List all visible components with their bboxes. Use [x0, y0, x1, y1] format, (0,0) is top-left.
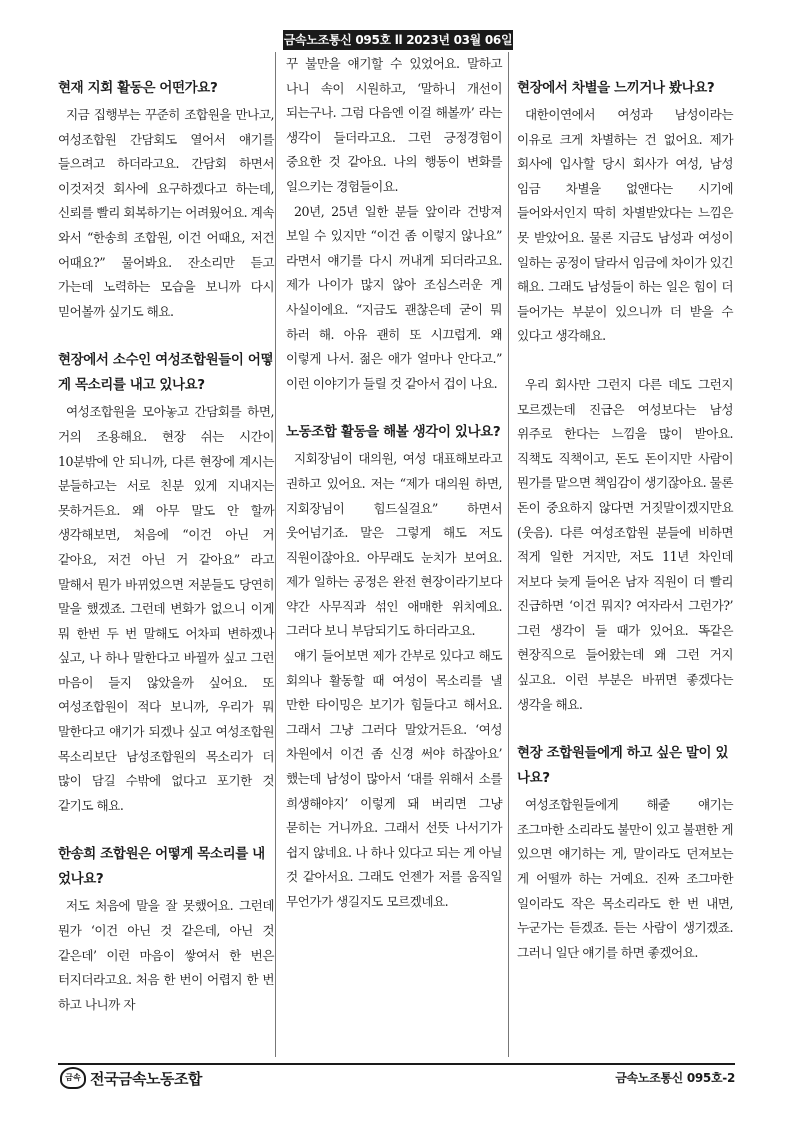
answer-paragraph: 우리 회사만 그런지 다른 데도 그런지 모르겠는데 진급은 여성보다는 남성 위주로 한다는 느낌을 많이 받아요. 직책도 직책이고, 돈도 돈이지만 사람이 뭔가를 맡으면 책임감이 생기잖아요. 물론 돈이 중요하지 않다면 거짓말이겠지만요(웃음). 다른 여성조합원 분들에 비하면 적게 일한 거지만, 저도 11년 차인데 저보다 늦게 들어온 남자 직원이 더 빨리 진급하면 ‘이건 뭐지? 여자라서 그런가?’ 그런 생각이 들 때가 있어요. 똑같은 현장직으로 들어왔는데 왜 그런 거지 싶고요. 이런 부분은 바뀌면 좋겠다는 생각을 해요.: [517, 376, 733, 712]
answer-paragraph: 얘기 들어보면 제가 간부로 있다고 해도 회의나 활동할 때 여성이 목소리를 낼 만한 타이밍은 보기가 힘들다고 해서요. 그래서 그냥 그러다 말았거든요. ‘여성 차원에서 이건 좀 신경 써야 하잖아요’ 했는데 남성이 많아서 ‘대를 위해서 소를 희생해야지’ 이렇게 돼 버리면 그냥 묻히는 거니까요. 그래서 선뜻 나서기가 쉽지 않네요. 나 하나 있다고 되는 게 아닐 것 같아서요. 그래도 언젠가 저를 움직일 무언가가 생길지도 모르겠네요.: [286, 648, 502, 909]
union-emblem-icon: 금속: [60, 1067, 86, 1089]
middle-column: [286, 52, 502, 915]
footer-rule: [58, 1063, 735, 1065]
question-heading: 한송희 조합원은 어떻게 목소리를 내었나요?: [58, 846, 265, 888]
question-heading: 현재 지회 활동은 어떤가요?: [58, 80, 218, 96]
answer-paragraph: 꾸 불만을 얘기할 수 있었어요. 말하고 나니 속이 시원하고, ‘말하니 개선이 되는구나. 그럼 다음엔 이걸 해볼까’ 라는 생각이 들더라고요. 그런 긍정경험이 중요한 것 같아요. 나의 행동이 변화를 일으키는 경험들이요.: [286, 56, 502, 194]
left-column: [58, 76, 274, 1017]
answer-paragraph: 지금 집행부는 꾸준히 조합원을 만나고, 여성조합원 간담회도 열어서 얘기를 들으려고 하더라고요. 간담회 하면서 이것저것 회사에 요구하겠다고 하는데, 신뢰를 빨리 회복하기는 어려웠어요. 계속 와서 “한송희 조합원, 이건 어때요, 저건 어때요?” 물어봐요. 잔소리만 듣고 가는데 노력하는 모습을 보니까 다시 믿어볼까 싶기도 해요.: [58, 107, 274, 319]
question-heading: 현장에서 차별을 느끼거나 봤나요?: [517, 80, 715, 96]
question-heading: 현장 조합원들에게 하고 싶은 말이 있나요?: [517, 745, 729, 787]
answer-paragraph: 저도 처음에 말을 잘 못했어요. 그런데 뭔가 ‘이건 아닌 것 같은데, 아닌 것 같은데’ 이런 마음이 쌓여서 한 번은 터지더라고요. 처음 한 번이 어렵지 한 번 하고 나니까 자: [58, 898, 274, 1012]
question-heading: 현장에서 소수인 여성조합원들이 어떻게 목소리를 내고 있나요?: [58, 352, 274, 394]
question-heading: 노동조합 활동을 해볼 생각이 있나요?: [286, 424, 501, 441]
answer-paragraph: 여성조합원들에게 해줄 얘기는 조그마한 소리라도 불만이 있고 불편한 게 있으면 얘기하는 게, 말이라도 던져보는 게 어떨까 하는 거예요. 진짜 조그마한 일이라도 작은 목소리라도 한 번 내면, 누군가는 듣겠죠. 듣는 사람이 생기겠죠. 그러니 일단 얘기를 하면 좋겠어요.: [517, 797, 733, 960]
column-divider: [508, 52, 509, 1057]
answer-paragraph: 대한이연에서 여성과 남성이라는 이유로 크게 차별하는 건 없어요. 제가 회사에 입사할 당시 회사가 여성, 남성 임금 차별을 없앤다는 시기에 들어와서인지 딱히 차별받았다는 느낌은 못 받았어요. 물론 지금도 남성과 여성이 일하는 공정이 달라서 임금에 차이가 있긴 해요. 그래도 남성들이 하는 일은 힘이 더 들어가는 부분이 있으니까 더 받을 수 있다고 생각해요.: [517, 107, 733, 344]
column-divider: [275, 52, 276, 1057]
answer-paragraph: 지회장님이 대의원, 여성 대표해보라고 권하고 있어요. 저는 “제가 대의원 하면, 지회장님이 힘드실걸요” 하면서 웃어넘기죠. 말은 그렇게 해도 저도 직원이잖아요. 아무래도 눈치가 보여요. 제가 일하는 공정은 완전 현장이라기보다 약간 사무직과 섞인 애매한 위치예요. 그러다 보니 부담되기도 하더라고요.: [286, 451, 502, 639]
answer-paragraph: 20년, 25년 일한 분들 앞이라 건방져 보일 수 있지만 “이건 좀 이렇지 않나요” 라면서 얘기를 다시 꺼내게 되더라고요. 제가 나이가 많지 않아 조심스러운 게 사실이에요. “지금도 괜찮은데 굳이 뭐 하러 해. 아유 괜히 또 시끄럽게. 왜 이렇게 나서. 젊은 애가 얼마나 안다고.” 이런 이야기가 들릴 것 같아서 겁이 나요.: [286, 203, 502, 391]
right-column: [517, 76, 733, 965]
issue-header: 금속노조통신 095호 ll 2023년 03월 06일: [283, 30, 513, 50]
answer-paragraph: 여성조합원을 모아놓고 간담회를 하면, 거의 조용해요. 현장 쉬는 시간이 10분밖에 안 되니까, 다른 현장에 계시는 분들하고는 서로 친분 있게 지내지는 못하거든요. 왜 아무 말도 안 할까 생각해보면, 처음에 “이건 아닌 거 같아요, 저건 아닌 거 같아요” 라고 말해서 뭔가 바뀌었으면 저분들도 당연히 말을 했겠죠. 그런데 변화가 없으니 이게 뭐 한번 두 번 말해도 어차피 변하겠나 싶고, 나 하나 말한다고 바뀔까 싶고 그런 마음이 들지 않았을까 싶어요. 또 여성조합원이 적다 보니까, 우리가 뭐 말한다고 얘기가 되겠나 싶고 여성조합원 목소리보단 남성조합원의 목소리가 더 많이 담길 수밖에 없다고 포기한 것 같기도 해요.: [58, 404, 274, 813]
page-number: 금속노조통신 095호-2: [615, 1071, 735, 1085]
union-name: 전국금속노동조합: [90, 1069, 202, 1088]
union-logo: [60, 1067, 202, 1089]
